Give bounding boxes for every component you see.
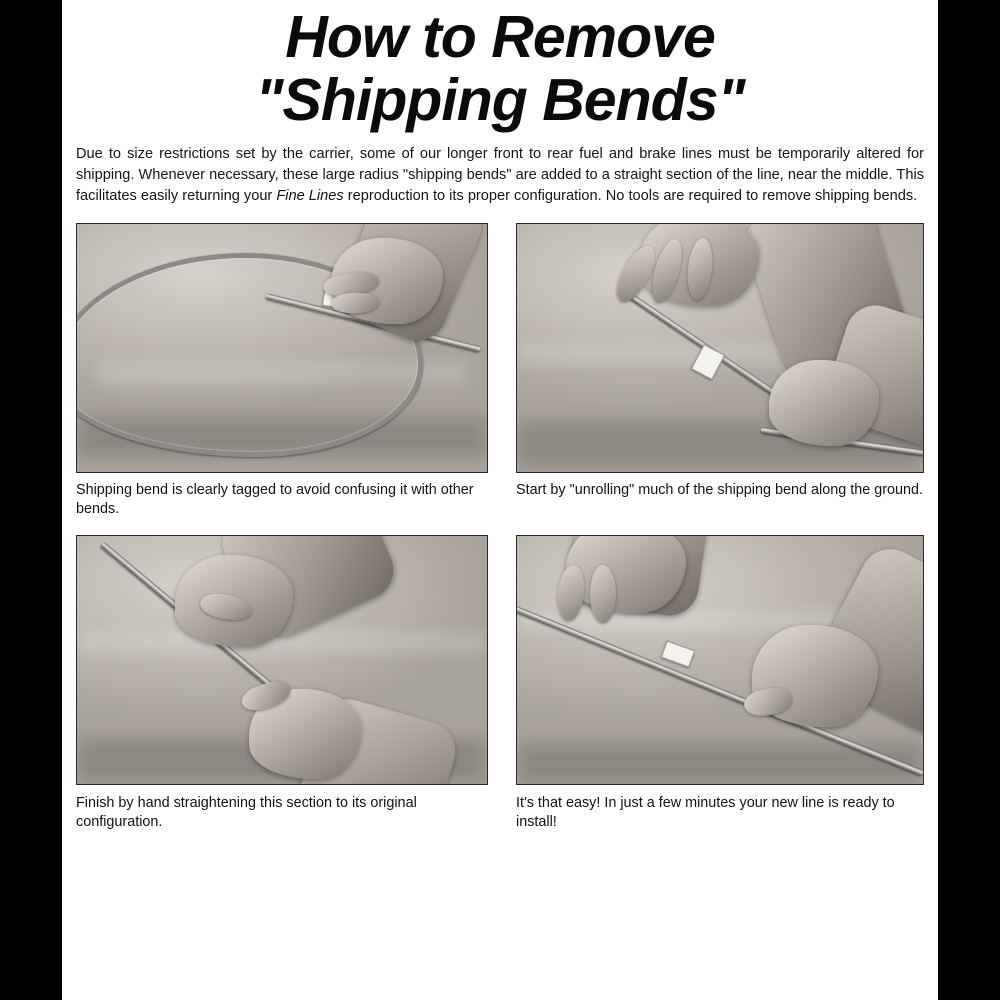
step-4-cell: [502, 535, 938, 832]
title-line-2: "Shipping Bends": [255, 67, 745, 133]
step-3-cell: [62, 535, 502, 832]
right-black-bar: [938, 0, 1000, 1000]
step-1-caption: Shipping bend is clearly tagged to avoid confusing it with other bends.: [76, 481, 474, 517]
step-2-photo: [516, 223, 924, 473]
step-1-photo: [76, 223, 488, 473]
intro-text-part-2: reproduction to its proper configuration. No tools are required to remove shipping bends.: [343, 187, 918, 204]
step-3-photo: [76, 535, 488, 785]
intro-text-part-1: Due to size restrictions set by the carrier, some of our longer front to rear fuel and brake lines must be temporarily altered for shipping. Whenever necessary, these large radius "shipping bends" are added to a straight section of the line, near the middle. This facilitates easily returning your: [76, 146, 924, 204]
intro-emphasis: Fine Lines: [276, 187, 344, 204]
step-2-caption: Start by "unrolling" much of the shipping bend along the ground.: [516, 481, 924, 498]
left-black-bar: [0, 0, 62, 1000]
page-title: [62, 0, 938, 133]
step-1-cell: [62, 223, 502, 519]
step-4-caption: It's that easy! In just a few minutes your new line is ready to install!: [516, 794, 895, 830]
hand-icon: [769, 360, 879, 446]
hand-icon: [566, 535, 686, 613]
title-line-1: How to Remove: [285, 4, 715, 70]
step-2-cell: [502, 223, 938, 519]
step-3-caption: Finish by hand straightening this section to its original configuration.: [76, 794, 417, 830]
intro-paragraph: [76, 144, 924, 207]
steps-grid: [62, 223, 938, 832]
step-4-photo: [516, 535, 924, 785]
sheet-content: [62, 0, 938, 1000]
